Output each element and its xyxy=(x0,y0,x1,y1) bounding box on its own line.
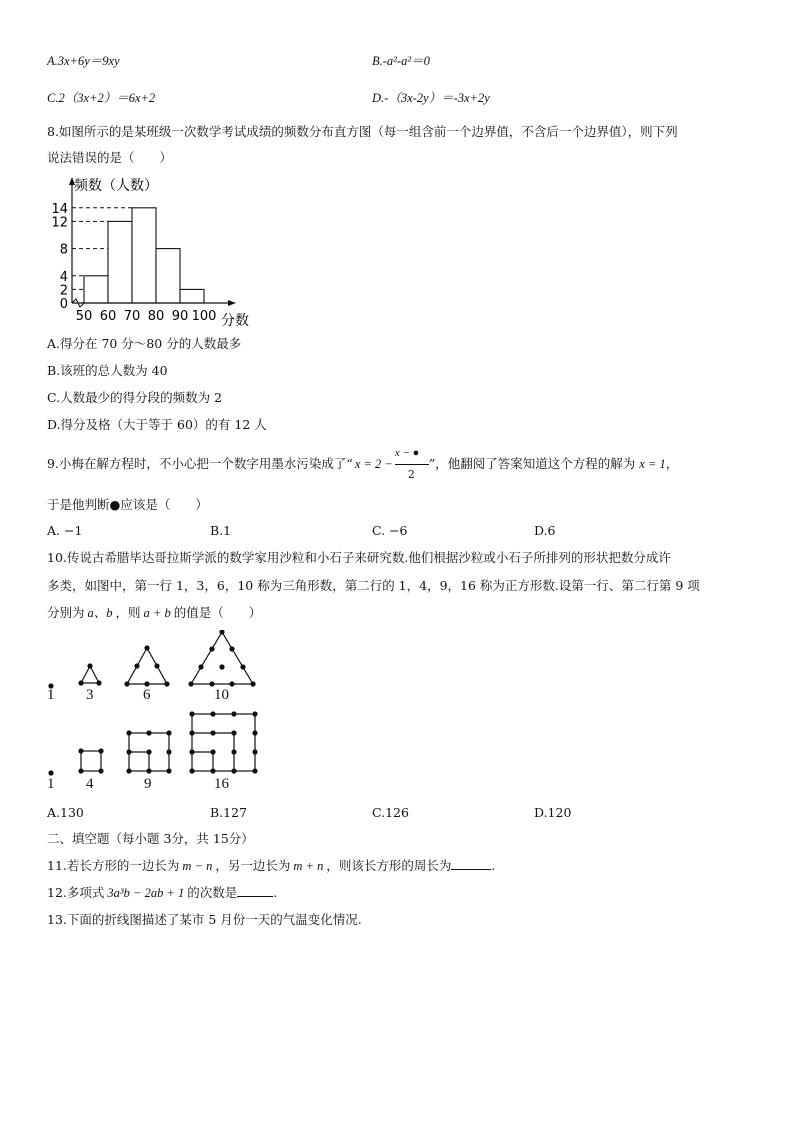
x-tick-label-60: 60 xyxy=(99,309,117,324)
q10-line3-c: 的值是（ ） xyxy=(173,605,262,620)
x-tick-label-50: 50 xyxy=(75,309,93,324)
q13: 13.下面的折线图描述了某市 5 月份一天的气温变化情况. xyxy=(47,912,362,927)
q9-frac-numerator: x − ● xyxy=(394,446,420,459)
q10-line1: 10.传说古希腊毕达哥拉斯学派的数学家用沙粒和小石子来研究数.他们根据沙粒或小石子所排列的形状把数分成许 xyxy=(47,550,671,565)
triangle-10 xyxy=(191,632,253,684)
q10-line2: 多类，如图中，第一行 1，3，6，10 称为三角形数，第二行的 1，4，9，16 称为正方形数.设第一行、第二行第 9 项 xyxy=(47,578,700,593)
x-axis-title: 分数 xyxy=(221,313,249,329)
y-tick-label-4: 4 xyxy=(59,269,68,285)
q7-option-a: A.3x+6y＝9xy xyxy=(47,54,120,68)
square-9 xyxy=(127,731,171,773)
q9-stem-before: 9.小梅在解方程时，不小心把一个数字用墨水污染成了“ xyxy=(47,456,353,471)
q12-polynomial: 3a³b − 2ab + 1 xyxy=(107,886,185,900)
q9-fraction xyxy=(394,446,429,481)
q8-option-c: C.人数最少的得分段的频数为 2 xyxy=(47,390,223,405)
q8-stem-line2: 说法错误的是（ ） xyxy=(47,150,173,165)
q12-text-a: 12.多项式 xyxy=(47,885,105,900)
bar-60-70 xyxy=(108,221,132,303)
square-label-16: 16 xyxy=(214,776,229,792)
square-16 xyxy=(190,712,257,773)
square-label-4: 4 xyxy=(86,776,94,792)
x-tick-label-100: 100 xyxy=(191,309,217,324)
q9-frac-denominator: 2 xyxy=(407,467,415,481)
bar-80-90 xyxy=(156,249,180,303)
q12 xyxy=(47,884,277,901)
q9-option-b: B.1 xyxy=(210,523,232,538)
q8-option-d: D.得分及格（大于等于 60）的有 12 人 xyxy=(47,417,267,432)
x-tick-label-70: 70 xyxy=(123,309,141,324)
y-tick-label-0: 0 xyxy=(59,297,68,312)
square-4 xyxy=(81,751,101,771)
q12-answer-blank[interactable] xyxy=(237,884,273,897)
q8-stem-line1: 8.如图所示的是某班级一次数学考试成绩的频数分布直方图（每一组含前一个边界值，不含后一个边界值），则下列 xyxy=(47,124,678,139)
q10-expr: a + b xyxy=(143,606,171,620)
q11-answer-blank[interactable] xyxy=(451,857,491,870)
bar-90-100 xyxy=(180,289,204,303)
y-tick-label-8: 8 xyxy=(59,242,68,258)
q7-option-d: D.-（3x-2y）＝-3x+2y xyxy=(372,91,490,105)
q8-option-b: B.该班的总人数为 40 xyxy=(47,363,168,378)
figurate-numbers-figure xyxy=(40,630,280,800)
q10-vars: a、b xyxy=(87,606,113,620)
y-axis-title: 频数（人数） xyxy=(74,178,158,194)
q9-solution: x = 1 xyxy=(639,457,666,471)
triangle-label-6: 6 xyxy=(143,687,151,703)
section2-heading: 二、填空题（每小题 3分，共 15分） xyxy=(47,831,254,846)
triangle-label-1: 1 xyxy=(47,687,55,703)
q11-text-b: ，另一边长为 xyxy=(215,858,291,873)
x-tick-label-90: 90 xyxy=(171,309,189,324)
q9-frac-bar xyxy=(395,464,429,465)
q9-eq-lhs: x = 2 − xyxy=(354,457,393,471)
histogram-chart xyxy=(40,172,270,330)
y-tick-label-12: 12 xyxy=(51,215,68,231)
square-dot-1 xyxy=(49,771,53,775)
y-tick-label-2: 2 xyxy=(59,283,68,299)
q11-expr1: m − n xyxy=(182,859,213,873)
q9-stem-after: ”，他翻阅了答案知道这个方程的解为 xyxy=(428,456,636,471)
square-label-1: 1 xyxy=(47,776,55,792)
q11-end: . xyxy=(491,858,496,873)
q10-option-c: C.126 xyxy=(372,805,409,820)
q9-option-d: D.6 xyxy=(534,523,556,538)
q11-expr2: m + n xyxy=(293,859,324,873)
q7-option-c: C.2（3x+2）＝6x+2 xyxy=(47,91,156,105)
q9-option-c: C. −6 xyxy=(372,523,408,538)
square-label-9: 9 xyxy=(144,776,152,792)
q10-line3-a: 分别为 xyxy=(47,605,85,620)
q11-text-a: 11.若长方形的一边长为 xyxy=(47,858,180,873)
q9-line2: 于是他判断●应该是（ ） xyxy=(47,497,208,512)
y-tick-label-14: 14 xyxy=(51,201,68,217)
bar-50-60 xyxy=(84,276,108,303)
q10-option-b: B.127 xyxy=(210,805,248,820)
q10-line3 xyxy=(47,605,261,621)
q9-option-a: A. −1 xyxy=(47,523,83,538)
x-axis-arrow xyxy=(228,300,236,306)
q7-option-b: B.-a²-a²＝0 xyxy=(372,54,430,68)
q12-text-b: 的次数是 xyxy=(187,885,238,900)
bar-70-80 xyxy=(132,208,156,303)
q10-option-a: A.130 xyxy=(47,805,84,820)
q11 xyxy=(47,857,495,874)
triangle-label-3: 3 xyxy=(86,687,94,703)
triangle-6 xyxy=(127,648,167,684)
q10-option-d: D.120 xyxy=(534,805,572,820)
q11-text-c: ，则该长方形的周长为 xyxy=(326,858,452,873)
q12-end: . xyxy=(273,885,278,900)
triangle-label-10: 10 xyxy=(214,687,229,703)
x-tick-label-80: 80 xyxy=(147,309,165,324)
q10-line3-b: ，则 xyxy=(115,605,141,620)
q9-stem: 9.小梅在解方程时，不小心把一个数字用墨水污染成了“ x = 2 − $\frac{x - ●}{2}$ ”，他翻阅了答案知道这个方程的解为 x = 1， xyxy=(47,446,679,481)
q8-option-a: A.得分在 70 分～80 分的人数最多 xyxy=(47,336,242,351)
